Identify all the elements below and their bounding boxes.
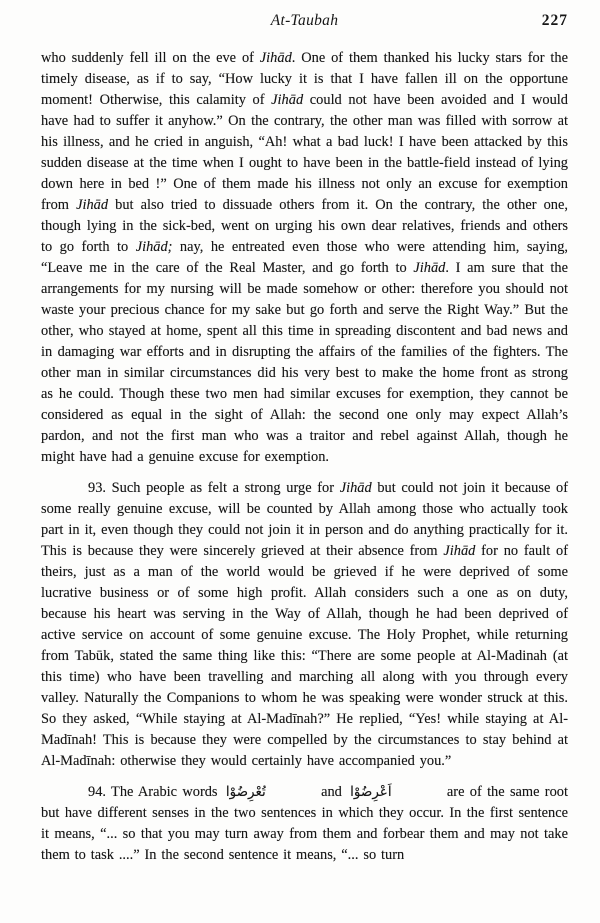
paragraph <box>41 478 568 772</box>
text-run: . One of them thanked his lucky stars for the timely disease, as if to say, “How lucky it is that I have fallen ill on the opportune moment! Otherwise, this calamity of <box>41 50 568 108</box>
text-run: but also tried to dissuade others from it. On the contrary, the other one, though lying in the sick-bed, went on urging his own dear relatives, friends and others to go forth to <box>41 197 568 255</box>
page-header <box>41 12 568 36</box>
text-run: who suddenly fell ill on the eve of <box>41 50 260 66</box>
text-run: are of the same root but have different senses in the two sentences in which they occur. In the first sentence it means, “... so that you may turn away from them and forbear them and may not take them to task ....” In the second sentence it means, “... so turn <box>41 784 568 863</box>
arabic-word: تُعْرِضُوْا <box>225 784 266 800</box>
text-run: 94. The Arabic words <box>88 784 223 800</box>
text-run: nay, he entreated even those who were attending him, saying, “Leave me in the care of the Real Master, and go forth to <box>41 239 568 276</box>
italic-term: Jihād <box>413 260 446 276</box>
italic-term: Jihād <box>76 197 109 213</box>
paragraph <box>41 782 568 866</box>
italic-term: Jihād <box>271 92 304 108</box>
text-run: could not have been avoided and I would have had to suffer it anyhow.” On the contrary, the other man was filled with sorrow at his illness, and he cried in anguish, “Ah! what a bad luck! I have been attacked by this sudden disease at the time when I ought to have been in the battle-field instead of lying down here in bed !” One of them made his illness not only an excuse for exemption from <box>41 92 568 213</box>
text-run: 93. Such people as felt a strong urge for <box>88 480 340 496</box>
italic-term: Jihād <box>443 543 476 559</box>
arabic-word: اَعْرِضُوْا <box>350 784 392 800</box>
italic-term: Jihād <box>259 50 292 66</box>
text-run: and <box>315 784 348 800</box>
italic-term: Jihād; <box>135 239 173 255</box>
running-title: At-Taubah <box>270 12 339 29</box>
paragraph <box>41 48 568 468</box>
page-number: 227 <box>541 12 568 29</box>
italic-term: Jihād <box>339 480 372 496</box>
text-run: for no fault of theirs, just as a man of the world would be grieved if he were deprived of some lucrative business or of some high profit. Allah considers such a one as on duty, because his heart was serving in the Way of Allah, though he had been deprived of active service on account of some genuine excuse. The Holy Prophet, while returning from Tabūk, stated the same thing like this: “There are some people at Al-Madinah (at this time) who have been travelling and marching all along with you through every valley. Naturally the Companions to whom he was speaking were wonder struck at this. So they asked, “While staying at Al-Madīnah?” He replied, “Yes! while staying at Al-Madīnah! This is because they were compelled by the circumstances to stay behind at Al-Madīnah: otherwise they would certainly have accompanied you.” <box>41 543 568 769</box>
text-run: but could not join it because of some really genuine excuse, will be counted by Allah among those who actually took part in it, even though they could not join it in person and do anything practically for it. This is because they were sincerely grieved at their absence from <box>41 480 568 559</box>
text-run: . I am sure that the arrangements for my nursing will be made somehow or other: therefore you should not waste your precious chance for my sake but go forth and serve the Right Way.” But the other, who stayed at home, spent all this time in spreading discontent and bad news and in damaging war efforts and in disrupting the affairs of the families of the fighters. The other man in similar circumstances did his very best to make the home front as strong as he could. Though these two men had similar excuses for exemption, they cannot be considered as equal in the sight of Allah: the second one only may expect Allah’s pardon, and not the first man who was a traitor and rebel against Allah, though he might have had a genuine excuse for exemption. <box>41 260 569 465</box>
page-body <box>41 48 568 876</box>
